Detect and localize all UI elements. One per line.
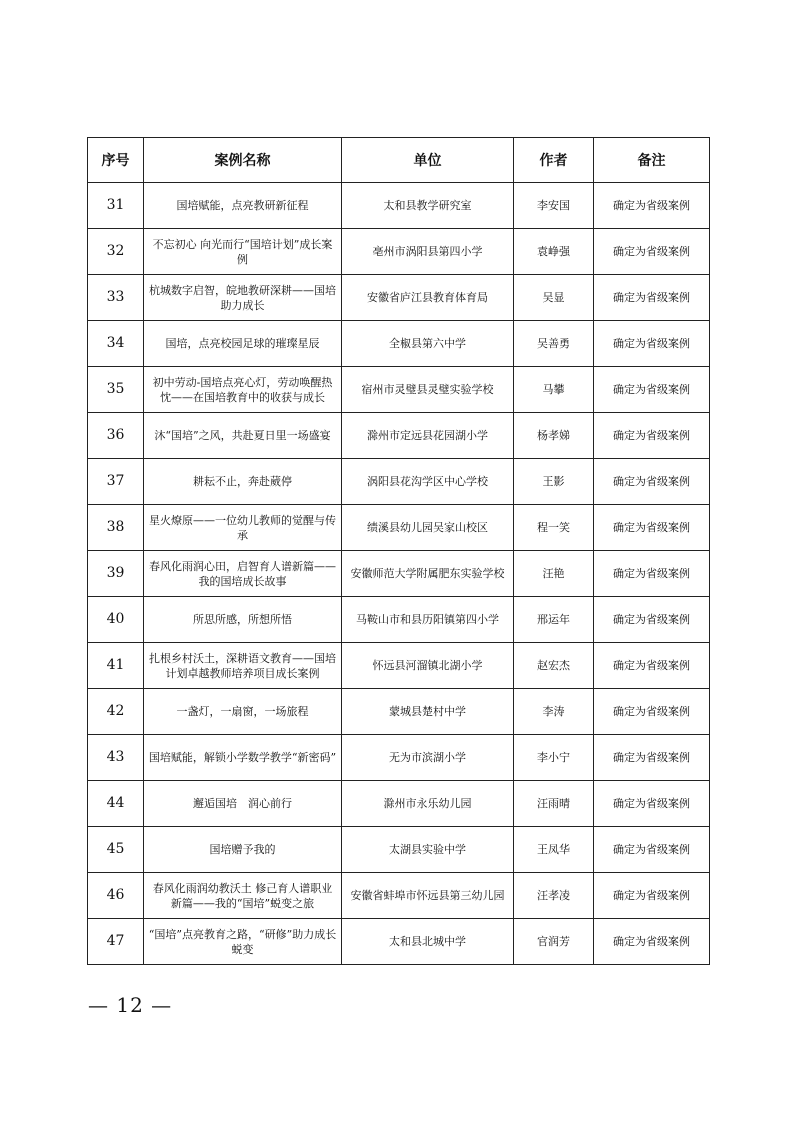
cell-serial: 37: [88, 459, 144, 505]
header-unit: 单位: [342, 138, 514, 183]
cell-unit: 怀远县河溜镇北湖小学: [342, 643, 514, 689]
table-row: [88, 597, 710, 643]
cell-unit: 太湖县实验中学: [342, 827, 514, 873]
cell-case-name: 国培赋能，解锁小学数学教学“新密码”: [144, 735, 342, 781]
cell-author: 王影: [514, 459, 594, 505]
page-number-value: 12: [116, 993, 144, 1017]
cell-unit: 亳州市涡阳县第四小学: [342, 229, 514, 275]
cell-note: 确定为省级案例: [594, 781, 710, 827]
table-row: [88, 735, 710, 781]
cell-serial: 45: [88, 827, 144, 873]
table-row: [88, 827, 710, 873]
cell-case-name: 星火燎原——一位幼儿教师的觉醒与传承: [144, 505, 342, 551]
cell-case-name: 沐“国培”之风，共赴夏日里一场盛宴: [144, 413, 342, 459]
table-row: [88, 689, 710, 735]
cell-note: 确定为省级案例: [594, 183, 710, 229]
cell-note: 确定为省级案例: [594, 275, 710, 321]
cell-case-name: 一盏灯，一扇窗，一场旅程: [144, 689, 342, 735]
cell-note: 确定为省级案例: [594, 505, 710, 551]
cell-serial: 38: [88, 505, 144, 551]
cell-note: 确定为省级案例: [594, 367, 710, 413]
cell-author: 袁峥强: [514, 229, 594, 275]
cell-author: 汪艳: [514, 551, 594, 597]
cell-author: 吴善勇: [514, 321, 594, 367]
table-row: [88, 551, 710, 597]
cell-note: 确定为省级案例: [594, 735, 710, 781]
page-dash-right: —: [151, 993, 173, 1017]
cell-author: 李涛: [514, 689, 594, 735]
header-case-name: 案例名称: [144, 138, 342, 183]
cell-unit: 马鞍山市和县历阳镇第四小学: [342, 597, 514, 643]
table-row: [88, 183, 710, 229]
cell-author: 王凤华: [514, 827, 594, 873]
cell-serial: 42: [88, 689, 144, 735]
table-row: [88, 505, 710, 551]
cell-unit: 涡阳县花沟学区中心学校: [342, 459, 514, 505]
cell-note: 确定为省级案例: [594, 643, 710, 689]
cell-unit: 宿州市灵璧县灵璧实验学校: [342, 367, 514, 413]
cell-case-name: 初中劳动-国培点亮心灯，劳动唤醒热忱——在国培教育中的收获与成长: [144, 367, 342, 413]
cell-unit: 无为市滨湖小学: [342, 735, 514, 781]
table-row: [88, 367, 710, 413]
cell-author: 赵宏杰: [514, 643, 594, 689]
cell-serial: 40: [88, 597, 144, 643]
cell-serial: 34: [88, 321, 144, 367]
cell-author: 吴显: [514, 275, 594, 321]
cell-case-name: 春风化雨润心田，启智育人谱新篇——我的国培成长故事: [144, 551, 342, 597]
cell-serial: 44: [88, 781, 144, 827]
table-row: [88, 873, 710, 919]
cell-serial: 35: [88, 367, 144, 413]
header-serial: 序号: [88, 138, 144, 183]
cell-unit: 滁州市永乐幼儿园: [342, 781, 514, 827]
cell-author: 李小宁: [514, 735, 594, 781]
cell-serial: 33: [88, 275, 144, 321]
table-row: [88, 459, 710, 505]
page-dash-left: —: [88, 993, 109, 1017]
cell-author: 邢运年: [514, 597, 594, 643]
table-row: [88, 643, 710, 689]
header-note: 备注: [594, 138, 710, 183]
cell-case-name: 不忘初心 向光而行“国培计划”成长案例: [144, 229, 342, 275]
table-row: [88, 321, 710, 367]
cell-serial: 36: [88, 413, 144, 459]
header-row: [88, 138, 710, 183]
cell-serial: 43: [88, 735, 144, 781]
cell-serial: 32: [88, 229, 144, 275]
cell-note: 确定为省级案例: [594, 873, 710, 919]
cell-case-name: 杭城数字启智，皖地教研深耕——国培助力成长: [144, 275, 342, 321]
cell-case-name: 春风化雨润幼教沃土 修己育人谱职业新篇——我的“国培”蜕变之旅: [144, 873, 342, 919]
cell-unit: 蒙城县楚村中学: [342, 689, 514, 735]
cell-note: 确定为省级案例: [594, 827, 710, 873]
table-row: [88, 919, 710, 965]
cell-case-name: 扎根乡村沃土，深耕语文教育——国培计划卓越教师培养项目成长案例: [144, 643, 342, 689]
cell-serial: 41: [88, 643, 144, 689]
cell-note: 确定为省级案例: [594, 229, 710, 275]
cell-note: 确定为省级案例: [594, 551, 710, 597]
cell-case-name: 耕耘不止，奔赴葳停: [144, 459, 342, 505]
cell-author: 官润芳: [514, 919, 594, 965]
table-row: [88, 275, 710, 321]
cell-unit: 安徽省蚌埠市怀远县第三幼儿园: [342, 873, 514, 919]
cell-author: 程一笑: [514, 505, 594, 551]
cell-note: 确定为省级案例: [594, 413, 710, 459]
cell-case-name: 所思所感，所想所悟: [144, 597, 342, 643]
table-body: [88, 183, 710, 965]
cell-note: 确定为省级案例: [594, 919, 710, 965]
cell-unit: 安徽省庐江县教育体育局: [342, 275, 514, 321]
cell-case-name: “国培”点亮教育之路，“研修”助力成长蜕变: [144, 919, 342, 965]
header-author: 作者: [514, 138, 594, 183]
cell-note: 确定为省级案例: [594, 321, 710, 367]
case-table: [87, 137, 710, 965]
cell-case-name: 邂逅国培 润心前行: [144, 781, 342, 827]
cell-author: 汪孝凌: [514, 873, 594, 919]
cell-serial: 31: [88, 183, 144, 229]
cell-unit: 太和县北城中学: [342, 919, 514, 965]
cell-case-name: 国培赠予我的: [144, 827, 342, 873]
cell-case-name: 国培赋能，点亮教研新征程: [144, 183, 342, 229]
cell-author: 李安国: [514, 183, 594, 229]
table-row: [88, 413, 710, 459]
table-header: [88, 138, 710, 183]
cell-unit: 全椒县第六中学: [342, 321, 514, 367]
cell-unit: 滁州市定远县花园湖小学: [342, 413, 514, 459]
cell-unit: 绩溪县幼儿园吴家山校区: [342, 505, 514, 551]
cell-note: 确定为省级案例: [594, 459, 710, 505]
cell-note: 确定为省级案例: [594, 597, 710, 643]
cell-author: 汪雨晴: [514, 781, 594, 827]
table-row: [88, 229, 710, 275]
cell-serial: 39: [88, 551, 144, 597]
cell-unit: 太和县教学研究室: [342, 183, 514, 229]
table-row: [88, 781, 710, 827]
page-number: [88, 993, 172, 1017]
cell-author: 杨孝娣: [514, 413, 594, 459]
cell-case-name: 国培，点亮校园足球的璀璨星辰: [144, 321, 342, 367]
cell-serial: 46: [88, 873, 144, 919]
cell-unit: 安徽师范大学附属肥东实验学校: [342, 551, 514, 597]
cell-note: 确定为省级案例: [594, 689, 710, 735]
cell-author: 马攀: [514, 367, 594, 413]
cell-serial: 47: [88, 919, 144, 965]
